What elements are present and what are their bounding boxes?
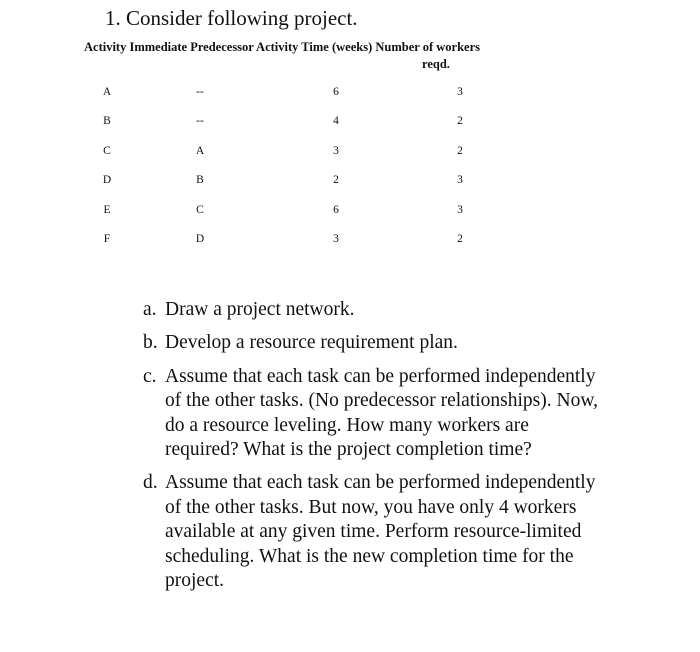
time-cell: 3 — [333, 144, 339, 157]
workers-cell: 2 — [457, 232, 463, 245]
problem-title: 1. Consider following project. — [105, 6, 358, 30]
table-row — [0, 86, 700, 115]
question-d — [143, 471, 603, 593]
question-label: c. — [143, 365, 157, 387]
question-label: d. — [143, 472, 158, 494]
time-cell: 2 — [333, 174, 339, 187]
activity-cell: C — [103, 144, 111, 157]
question-text: Draw a project network. — [165, 299, 355, 320]
activity-table — [0, 86, 700, 262]
question-label: a. — [143, 299, 157, 320]
predecessor-cell: -- — [196, 86, 204, 98]
question-text: Develop a resource requirement plan. — [165, 332, 458, 354]
time-cell: 4 — [333, 115, 339, 128]
table-header: Activity Immediate Predecessor Activity Time (weeks) Number of workers — [84, 40, 480, 54]
question-a — [143, 298, 603, 322]
question-b — [143, 331, 603, 355]
table-row — [0, 233, 700, 262]
table-row — [0, 174, 700, 203]
table-row — [0, 115, 700, 144]
activity-cell: E — [103, 203, 111, 216]
predecessor-cell: B — [196, 174, 204, 187]
workers-cell: 3 — [457, 86, 463, 98]
time-cell: 6 — [333, 86, 339, 98]
workers-cell: 3 — [457, 203, 463, 216]
question-c — [143, 365, 603, 463]
workers-cell: 2 — [457, 115, 463, 128]
question-list — [143, 298, 603, 602]
question-text: Assume that each task can be performed independently of the other tasks. But now, you have only 4 workers available at any given time. Perform resource-limited scheduling. What is the new completion time for the project. — [165, 472, 596, 592]
predecessor-cell: C — [196, 203, 204, 216]
table-row — [0, 204, 700, 233]
workers-cell: 3 — [457, 174, 463, 187]
table-header-continuation: reqd. — [422, 57, 450, 71]
activity-cell: D — [102, 174, 112, 187]
activity-cell: B — [103, 115, 111, 128]
table-row — [0, 145, 700, 174]
question-label: b. — [143, 332, 158, 354]
activity-cell: F — [103, 232, 111, 245]
workers-cell: 2 — [457, 144, 463, 157]
question-text: Assume that each task can be performed independently of the other tasks. (No predecessor relationships). Now, do a resource leveling. How many workers are required? What is the project completion time? — [165, 365, 599, 461]
predecessor-cell: D — [195, 232, 205, 245]
activity-cell: A — [102, 86, 112, 98]
time-cell: 3 — [333, 232, 339, 245]
predecessor-cell: A — [195, 144, 205, 157]
time-cell: 6 — [333, 203, 339, 216]
predecessor-cell: -- — [196, 115, 204, 128]
